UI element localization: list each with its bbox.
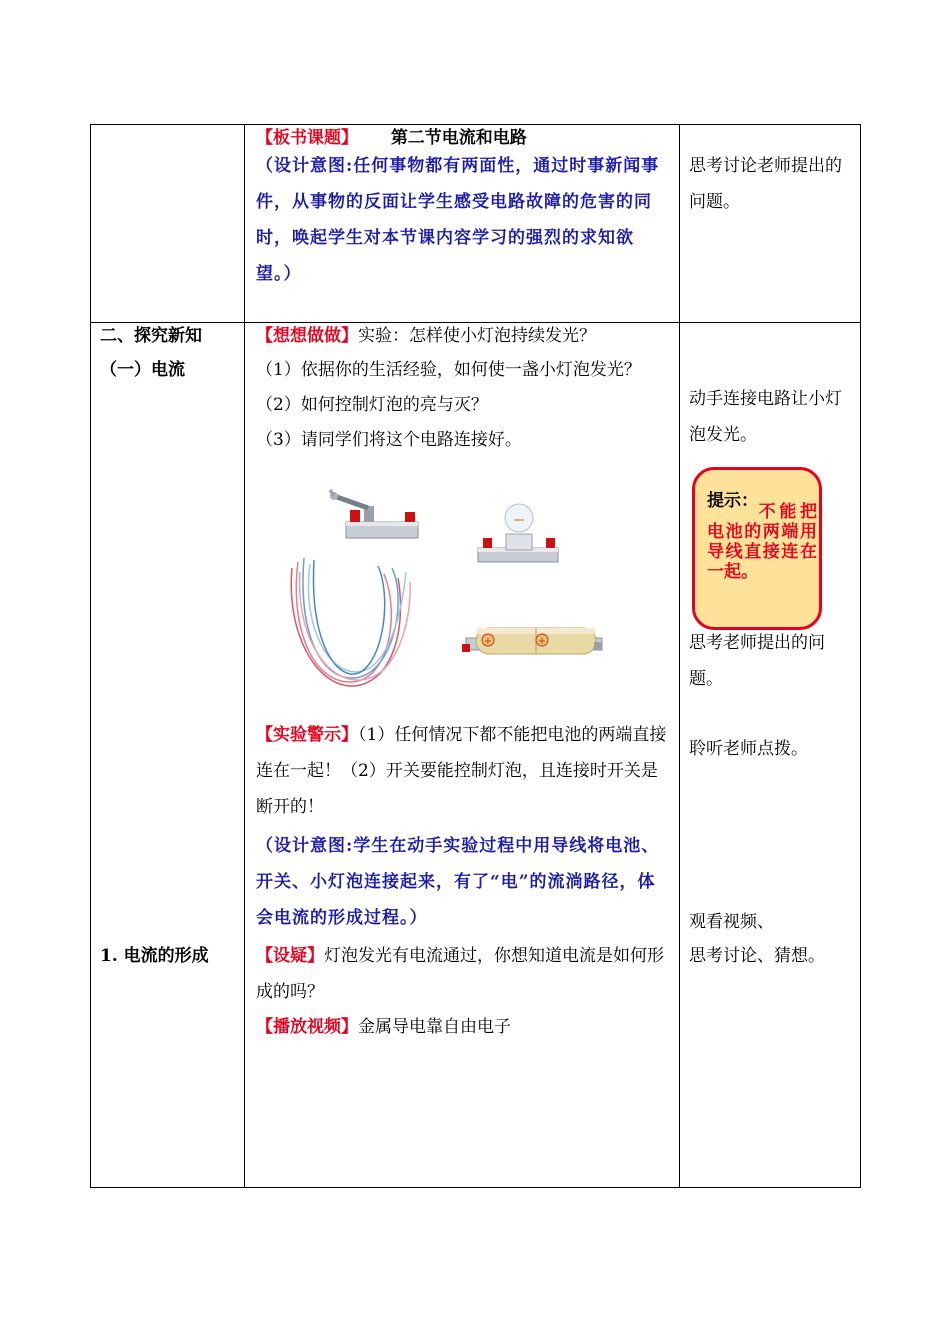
hint-title: 提示： xyxy=(707,491,758,511)
apparatus-illustration xyxy=(280,482,620,704)
student-activity-4: 聆听老师点拨。 xyxy=(689,739,808,759)
question-3: （3）请同学们将这个电路连接好。 xyxy=(256,430,522,450)
table-border-right xyxy=(860,124,861,1188)
design-intent-2: （设计意图:学生在动手实验过程中用导线将电池、开关、小灯泡连接起来，有了“电”的流淌路径，体会电流的形成过程。） xyxy=(256,836,660,928)
student-activity-3: 思考老师提出的问题。 xyxy=(689,633,825,689)
hint-body xyxy=(707,502,817,582)
svg-text:+: + xyxy=(537,636,547,647)
column-divider-2 xyxy=(679,124,680,1188)
student-activity-2: 动手连接电路让小灯泡发光。 xyxy=(689,389,842,445)
think-do-line xyxy=(256,318,596,354)
wires-image xyxy=(291,558,410,686)
table-border-left xyxy=(90,124,91,1188)
hint-box xyxy=(692,467,822,630)
column-divider-1 xyxy=(244,124,245,1188)
question-text: 灯泡发光有电流通过，你想知道电流是如何形成的吗？ xyxy=(256,946,664,1002)
lesson-title: 第二节电流和电路 xyxy=(390,128,527,148)
video-line xyxy=(256,1009,511,1045)
subsection-heading: （一）电流 xyxy=(100,360,185,380)
experiment-text: 实验：怎样使小灯泡持续发光？ xyxy=(358,326,596,346)
student-activity-5b: 思考讨论、猜想。 xyxy=(689,946,825,966)
question-1: （1）依据你的生活经验，如何使一盏小灯泡发光？ xyxy=(256,360,641,380)
hint-text: 不能把电池的两端用导线直接连在一起。 xyxy=(707,502,817,582)
design-intent-1: （设计意图:任何事物都有两面性，通过时事新闻事件，从事物的反面让学生感受电路故障的危害的同时，唤起学生对本节课内容学习的强烈的求知欲望。） xyxy=(256,156,660,284)
battery-image xyxy=(462,628,602,654)
light-bulb-image xyxy=(478,504,558,562)
experiment-warning xyxy=(256,717,674,825)
tag-experiment-warning: 【实验警示】 xyxy=(256,725,358,745)
tag-board-title: 【板书课题】 xyxy=(256,128,358,148)
table-border-bottom xyxy=(90,1187,860,1188)
topic-heading: 1. 电流的形成 xyxy=(100,946,209,966)
knife-switch-image xyxy=(330,490,418,538)
tag-think-do: 【想想做做】 xyxy=(256,326,358,346)
question-prompt xyxy=(256,938,674,1010)
tag-play-video: 【播放视频】 xyxy=(256,1017,358,1037)
student-activity-5a: 观看视频、 xyxy=(689,912,774,932)
section-heading: 二、探究新知 xyxy=(100,326,202,346)
question-2: （2）如何控制灯泡的亮与灭？ xyxy=(256,395,488,415)
tag-question: 【设疑】 xyxy=(256,946,324,966)
video-text: 金属导电靠自由电子 xyxy=(358,1017,511,1037)
svg-text:+: + xyxy=(483,636,493,647)
student-activity-1: 思考讨论老师提出的问题。 xyxy=(689,156,842,212)
warning-text: （1）任何情况下都不能把电池的两端直接连在一起！（2）开关要能控制灯泡，且连接时开关是断开的！ xyxy=(256,725,667,817)
